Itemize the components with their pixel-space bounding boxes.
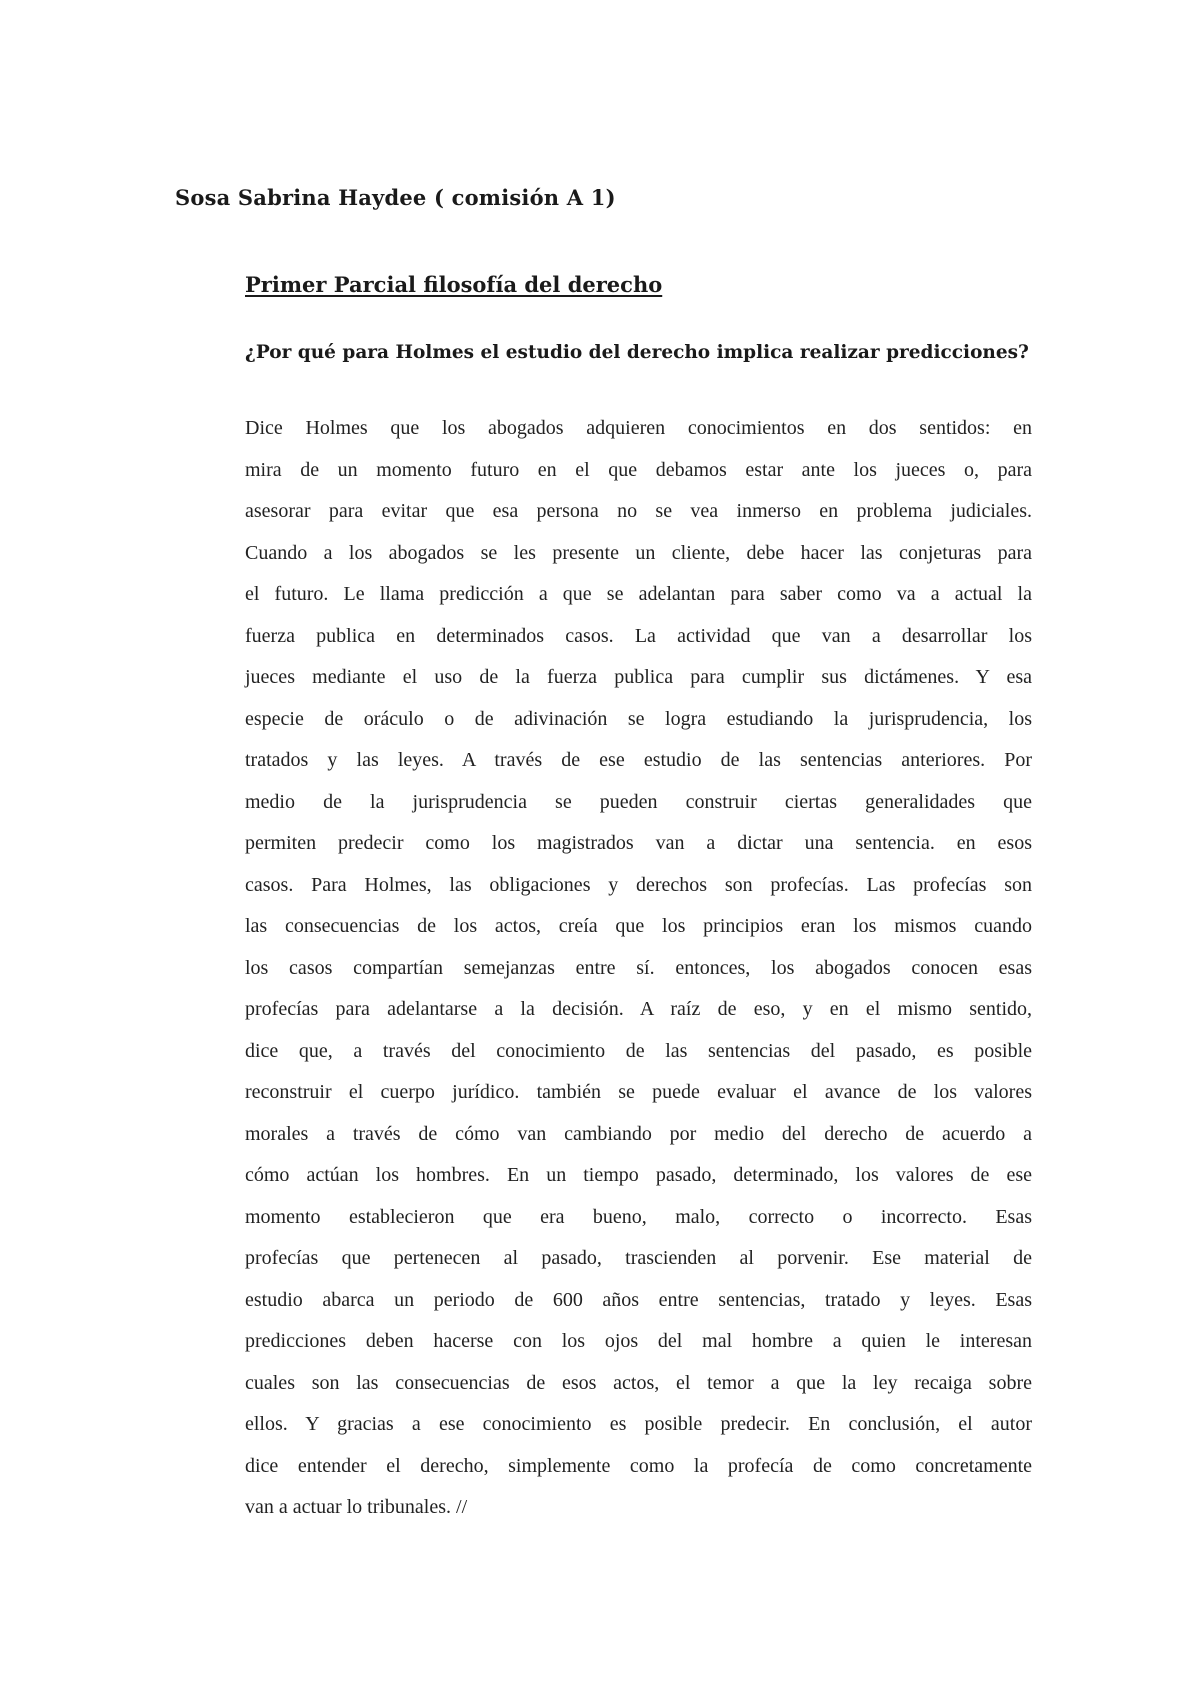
body-line: fuerza publica en determinados casos. La actividad que van a desarrollar los xyxy=(245,624,1032,647)
body-line: ellos. Y gracias a ese conocimiento es posible predecir. En conclusión, el autor xyxy=(245,1413,1032,1435)
body-line: dice que, a través del conocimiento de las sentencias del pasado, es posible xyxy=(245,1039,1032,1062)
question-heading: ¿Por qué para Holmes el estudio del derecho implica realizar predicciones? xyxy=(245,342,1029,363)
body-line: las consecuencias de los actos, creía que los principios eran los mismos cuando xyxy=(245,915,1032,937)
body-line: van a actuar lo tribunales. // xyxy=(245,1496,468,1518)
body-paragraph xyxy=(245,408,1032,1529)
body-line: cuales son las consecuencias de esos actos, el temor a que la ley recaiga sobre xyxy=(245,1371,1032,1394)
body-line: casos. Para Holmes, las obligaciones y derechos son profecías. Las profecías son xyxy=(245,873,1032,896)
body-line: cómo actúan los hombres. En un tiempo pasado, determinado, los valores de ese xyxy=(245,1164,1032,1186)
body-line: especie de oráculo o de adivinación se logra estudiando la jurisprudencia, los xyxy=(245,707,1032,730)
body-line: Cuando a los abogados se les presente un cliente, debe hacer las conjeturas para xyxy=(245,541,1032,564)
body-line: momento establecieron que era bueno, malo, correcto o incorrecto. Esas xyxy=(245,1205,1032,1228)
body-line: Dice Holmes que los abogados adquieren conocimientos en dos sentidos: en xyxy=(245,417,1032,439)
body-line: reconstruir el cuerpo jurídico. también se puede evaluar el avance de los valores xyxy=(245,1081,1032,1103)
body-line: medio de la jurisprudencia se pueden construir ciertas generalidades que xyxy=(245,790,1032,813)
body-line: los casos compartían semejanzas entre sí. entonces, los abogados conocen esas xyxy=(245,956,1032,979)
body-line: profecías para adelantarse a la decisión. A raíz de eso, y en el mismo sentido, xyxy=(245,998,1032,1020)
body-line: tratados y las leyes. A través de ese estudio de las sentencias anteriores. Por xyxy=(245,749,1032,771)
author-line: Sosa Sabrina Haydee ( comisión A 1) xyxy=(175,185,616,210)
body-line: asesorar para evitar que esa persona no se vea inmerso en problema judiciales. xyxy=(245,500,1032,522)
body-line: profecías que pertenecen al pasado, trascienden al porvenir. Ese material de xyxy=(245,1247,1032,1269)
body-line: el futuro. Le llama predicción a que se adelantan para saber como va a actual la xyxy=(245,583,1032,605)
body-line: estudio abarca un periodo de 600 años entre sentencias, tratado y leyes. Esas xyxy=(245,1288,1032,1311)
body-line: predicciones deben hacerse con los ojos del mal hombre a quien le interesan xyxy=(245,1330,1032,1352)
document-title: Primer Parcial filosofía del derecho xyxy=(245,272,663,297)
body-line: mira de un momento futuro en el que debamos estar ante los jueces o, para xyxy=(245,458,1032,481)
body-line: permiten predecir como los magistrados van a dictar una sentencia. en esos xyxy=(245,832,1032,854)
body-line: dice entender el derecho, simplemente como la profecía de como concretamente xyxy=(245,1454,1032,1477)
body-line: morales a través de cómo van cambiando por medio del derecho de acuerdo a xyxy=(245,1122,1032,1145)
body-line: jueces mediante el uso de la fuerza publica para cumplir sus dictámenes. Y esa xyxy=(245,666,1032,688)
